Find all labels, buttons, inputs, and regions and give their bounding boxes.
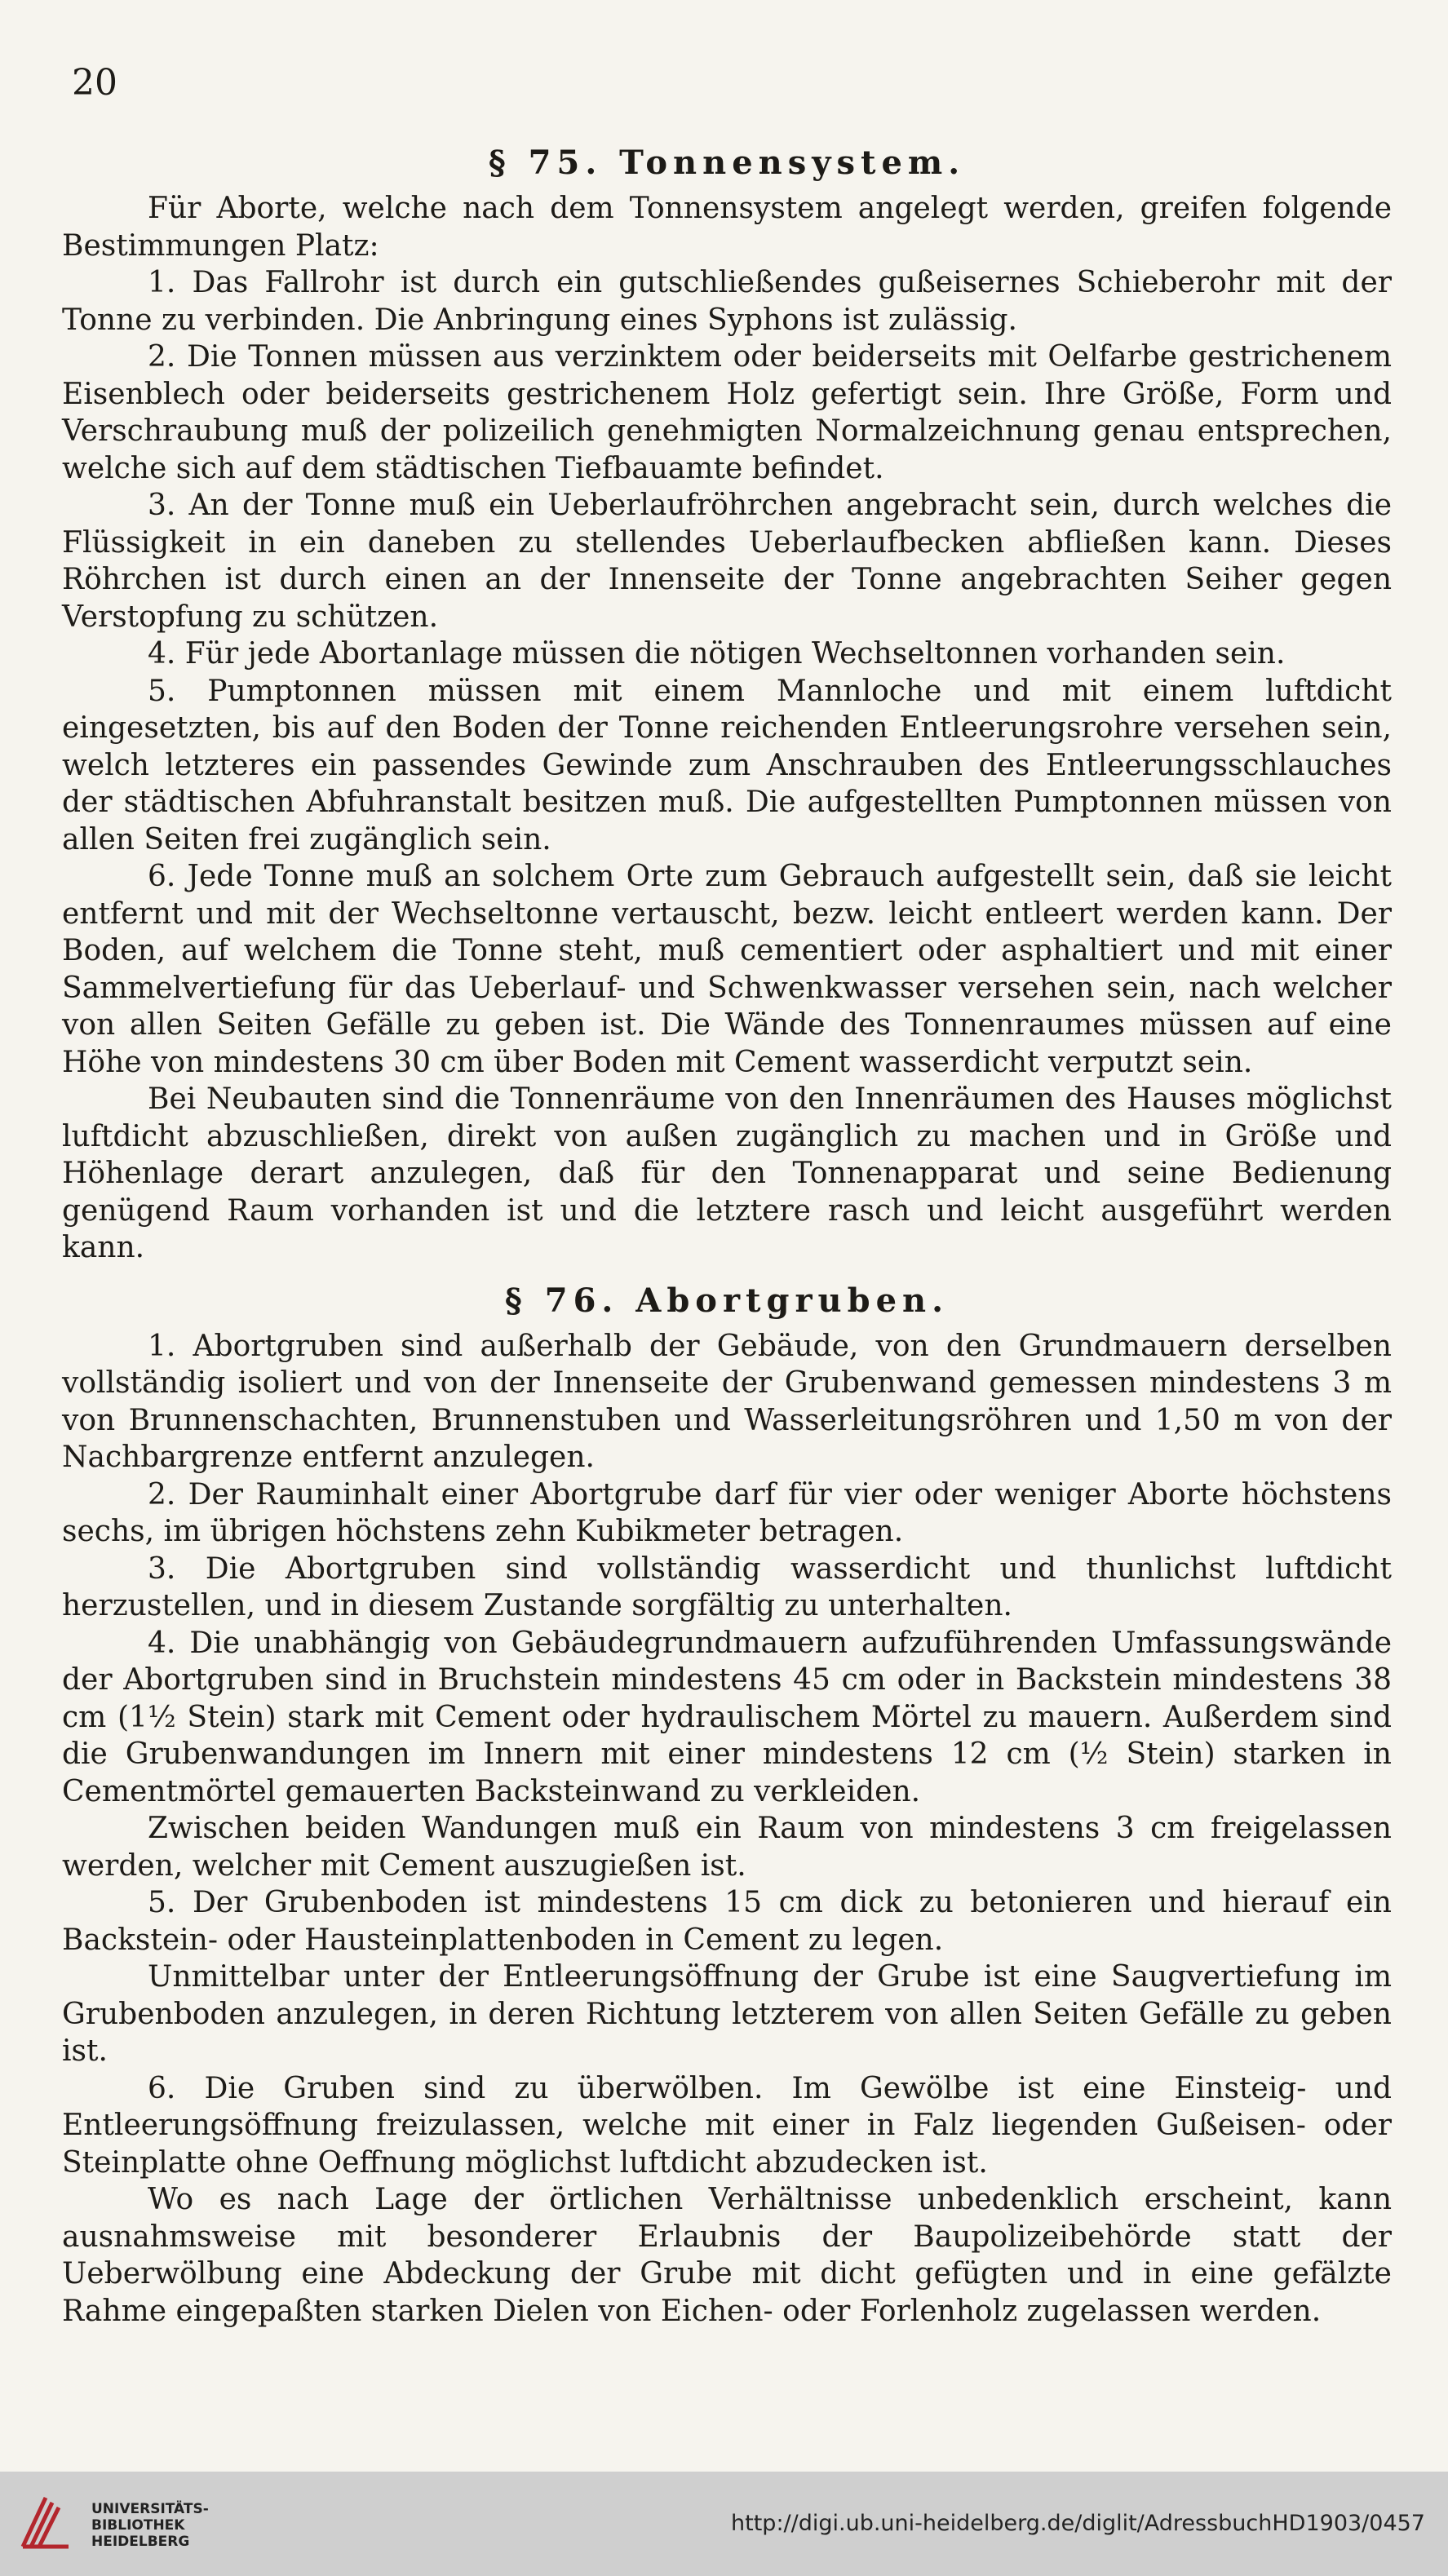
paragraph: 1. Das Fallrohr ist durch ein gutschließendes gußeisernes Schieberohr mit der Tonne zu verbinden. Die Anbringung eines Syphons ist zulässig. (62, 266, 1392, 337)
page-number: 20 (72, 62, 117, 104)
library-name-line: BIBLIOTHEK (91, 2517, 185, 2534)
paragraph: 1. Abortgruben sind außerhalb der Gebäude, von den Grundmauern derselben vollständig isoliert und von der Innenseite der Grubenwand gemessen mindestens 3 m von Brunnenschachten, Brunnenstuben und Wasserleitungsröhren und 1,50 m von der Nachbargrenze entfernt anzulegen. (62, 1329, 1392, 1474)
paragraph: 3. An der Tonne muß ein Ueberlaufröhrchen angebracht sein, durch welches die Flüssigkeit in ein daneben zu stellendes Ueberlaufbecken abfließen kann. Dieses Röhrchen ist durch einen an der Innenseite der Tonne angebrachten Seiher gegen Verstopfung zu schützen. (62, 489, 1392, 634)
section-title: § 76. Abortgruben. (504, 1281, 950, 1320)
document-body (62, 144, 1392, 2330)
paragraph: Unmittelbar unter der Entleerungsöffnung der Grube ist eine Saugvertiefung im Grubenboden anzulegen, in deren Richtung letzterem von allen Seiten Gefälle zu geben ist. (62, 1960, 1392, 2068)
paragraph: Wo es nach Lage der örtlichen Verhältnisse unbedenklich erscheint, kann ausnahmsweise mit besonderer Erlaubnis der Baupolizeibehörde statt der Ueberwölbung eine Abdeckung der Grube mit dicht gefügten und in eine gefälzte Rahme eingepaßten starken Dielen von Eichen- oder Forlenholz zugelassen werden. (62, 2183, 1392, 2328)
university-library-logo-icon (16, 2490, 82, 2555)
paragraph: 3. Die Abortgruben sind vollständig wasserdicht und thunlichst luftdicht herzustellen, und in diesem Zustande sorgfältig zu unterhalten. (62, 1551, 1392, 1622)
section-title: § 75. Tonnensystem. (488, 144, 966, 182)
paragraph: 4. Die unabhängig von Gebäudegrundmauern aufzuführenden Umfassungswände der Abortgruben sind in Bruchstein mindestens 45 cm oder in Backstein mindestens 38 cm (1½ Stein) stark mit Cement oder hydraulischem Mörtel zu mauern. Außerdem sind die Grubenwandungen im Innern mit einer mindestens 12 cm (½ Stein) starken in Cementmörtel gemauerten Backsteinwand zu verkleiden. (62, 1626, 1392, 1808)
paragraph: 5. Pumptonnen müssen mit einem Mannloche und mit einem luftdicht eingesetzten, bis auf den Boden der Tonne reichenden Entleerungsrohre versehen sein, welch letzteres ein passendes Gewinde zum Anschrauben des Entleerungsschlauches der städtischen Abfuhranstalt besitzen muß. Die aufgestellten Pumptonnen müssen von allen Seiten frei zugänglich sein. (62, 674, 1392, 856)
source-url-link[interactable]: http://digi.ub.uni-heidelberg.de/diglit/AdressbuchHD1903/0457 (731, 2511, 1425, 2536)
library-name-line: HEIDELBERG (91, 2534, 190, 2550)
library-name-line: UNIVERSITÄTS- (91, 2501, 209, 2517)
paragraph: Bei Neubauten sind die Tonnenräume von den Innenräumen des Hauses möglichst luftdicht abzuschließen, direkt von außen zugänglich zu machen und in Größe und Höhenlage derart anzulegen, daß für den Tonnenapparat und seine Bedienung genügend Raum vorhanden ist und die letztere rasch und leicht ausgeführt werden kann. (62, 1082, 1392, 1264)
paragraph: 6. Jede Tonne muß an solchem Orte zum Gebrauch aufgestellt sein, daß sie leicht entfernt und mit der Wechseltonne vertauscht, bezw. leicht entleert werden kann. Der Boden, auf welchem die Tonne steht, muß cementiert oder asphaltiert und mit einer Sammelvertiefung für das Ueberlauf- und Schwenkwasser versehen sein, nach welcher von allen Seiten Gefälle zu geben ist. Die Wände des Tonnenraumes müssen auf eine Höhe von mindestens 30 cm über Boden mit Cement wasserdicht verputzt sein. (62, 860, 1392, 1079)
paragraph: 2. Die Tonnen müssen aus verzinktem oder beiderseits mit Oelfarbe gestrichenem Eisenblech oder beiderseits gestrichenem Holz gefertigt sein. Ihre Größe, Form und Verschraubung muß der polizeilich genehmigten Normalzeichnung genau entsprechen, welche sich auf dem städtischen Tiefbauamte befindet. (62, 340, 1392, 485)
library-name (91, 2501, 209, 2550)
paragraph: 4. Für jede Abortanlage müssen die nötigen Wechseltonnen vorhanden sein. (148, 637, 1286, 671)
section-75 (62, 144, 1392, 1267)
paragraph: 5. Der Grubenboden ist mindestens 15 cm dick zu betonieren und hierauf ein Backstein- oder Hausteinplattenboden in Cement zu legen. (62, 1886, 1392, 1957)
paragraph: 2. Der Rauminhalt einer Abortgrube darf für vier oder weniger Aborte höchstens sechs, im übrigen höchstens zehn Kubikmeter betragen. (62, 1477, 1392, 1548)
library-footer-bar (0, 2472, 1448, 2576)
paragraph: Zwischen beiden Wandungen muß ein Raum von mindestens 3 cm freigelassen werden, welcher mit Cement auszugießen ist. (62, 1812, 1392, 1883)
paragraph: 6. Die Gruben sind zu überwölben. Im Gewölbe ist eine Einsteig- und Entleerungsöffnung freizulassen, welche mit einer in Falz liegenden Gußeisen- oder Steinplatte ohne Oeffnung möglichst luftdicht abzudecken ist. (62, 2071, 1392, 2180)
section-76 (62, 1281, 1392, 2330)
paragraph: Für Aborte, welche nach dem Tonnensystem angelegt werden, greifen folgende Bestimmungen Platz: (62, 192, 1392, 263)
